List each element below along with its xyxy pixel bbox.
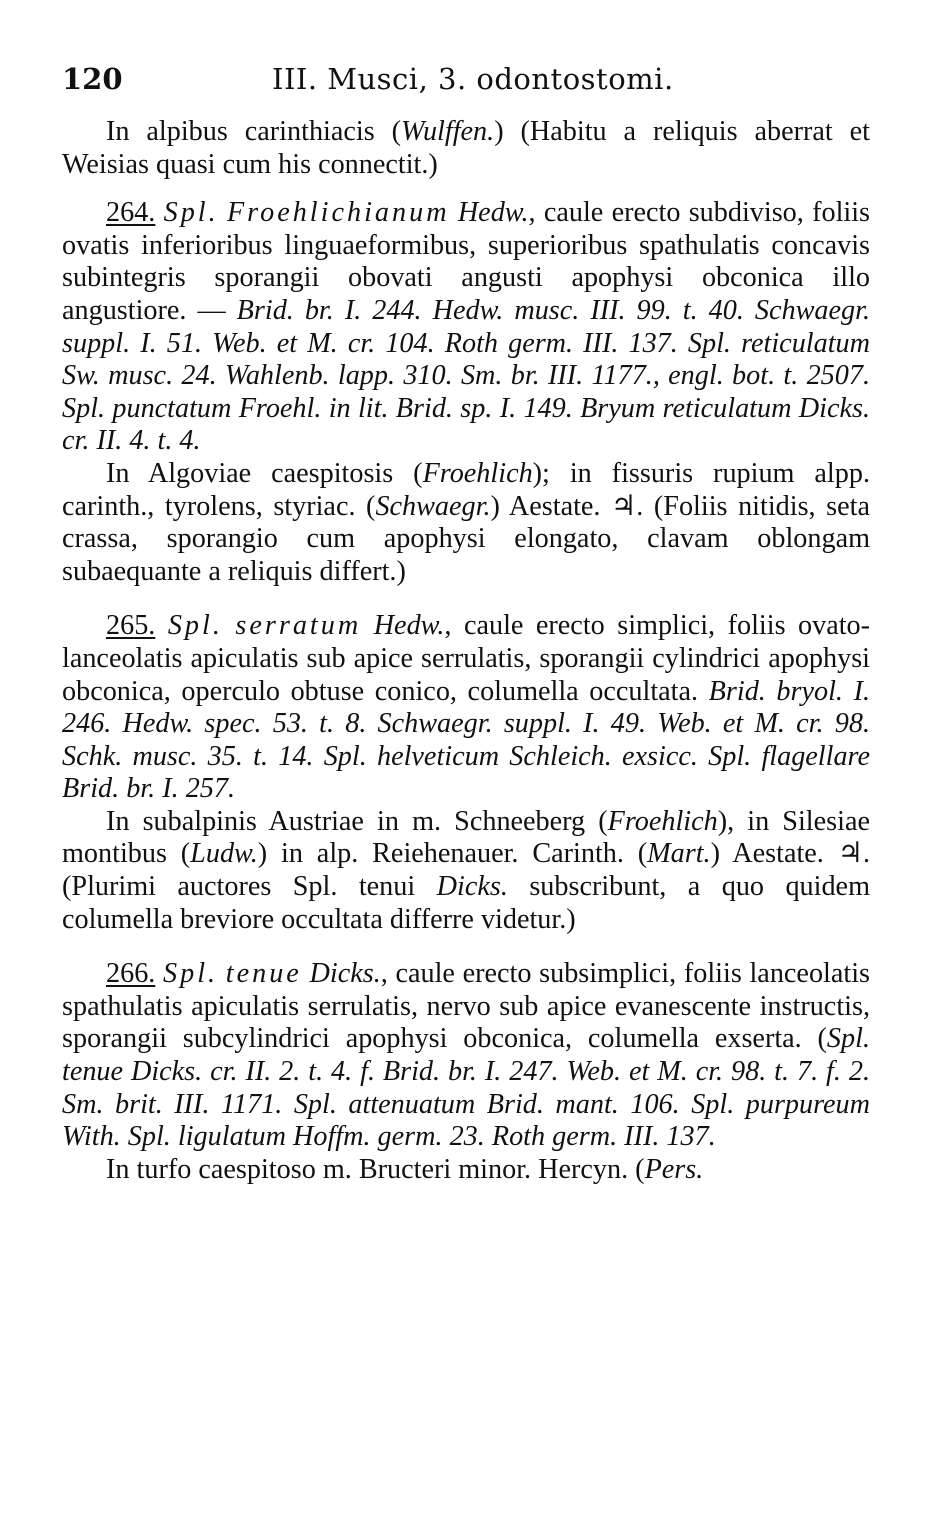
diagnosis: , caule erecto simplici, foliis ovato-lanceolatis apiculatis sub apice serrulatis, sporangii cylindrici apophysi obconica, operculo obtuse conico, columella occultata. — [62, 610, 871, 707]
references: Spl. tenue Dicks. cr. II. 2. t. 4. f. Brid. br. I. 247. Web. et M. cr. 98. t. 7. f. 2. Sm. brit. III. 1171. Spl. attenuatum Brid. mant. 106. Spl. purpureum With. Spl. ligulatum Hoffm. germ. 23. Roth germ. III. 137. — [62, 1023, 870, 1153]
entry-number: 266. — [106, 958, 156, 990]
species-author: Hedw. — [373, 610, 445, 642]
species-name: tenue — [225, 958, 302, 990]
habitat-266: In turfo caespitoso m. Bructeri minor. Hercyn. (Pers. — [106, 1153, 704, 1185]
diagnosis: , caule erecto subsimplici, foliis lanceolatis spathulatis apiculatis serrulatis, nervo sub apice evanescente instructis, sporangii subcylindrici apophysi obconica, columella exserta. ( — [62, 958, 871, 1055]
species-author: Hedw. — [457, 197, 529, 229]
entry-number: 265. — [106, 610, 156, 642]
species-name: Froehlichianum — [226, 197, 450, 229]
habitat-265: In subalpinis Austriae in m. Schneeberg (Froehlich), in Silesiae montibus (Ludw.) in alp. Reiehenauer. Carinth. (Mart.) Aestate. ♃. (Plurimi auctores Spl. tenui Dicks. subscribunt, a quo quidem columella breviore occultata differre videtur.) — [62, 805, 871, 935]
body-text — [62, 116, 870, 1186]
running-head: III. Musci, 3. odontostomi. — [272, 62, 674, 96]
genus-abbrev: Spl. — [163, 958, 219, 990]
entry-number: 264. — [106, 197, 156, 229]
intro-paragraph: In alpibus carinthiacis (Wulffen.) (Habitu a reliquis aberrat et Weisias quasi cum his connectit.) — [62, 116, 870, 180]
diagnosis: , caule erecto subdiviso, foliis ovatis inferioribus linguaeformibus, superioribus spathulatis concavis subintegris sporangii obovati angusti apophysi obconica illo angustiore. — — [62, 197, 871, 326]
species-name: serratum — [235, 610, 362, 642]
genus-abbrev: Spl. — [167, 610, 223, 642]
entry-266 — [62, 958, 870, 1154]
references: Brid. bryol. I. 246. Hedw. spec. 53. t. 8. Schwaegr. suppl. I. 49. Web. et M. cr. 98. Schk. musc. 35. t. 14. Spl. helveticum Schleich. exsicc. Spl. flagellare Brid. br. I. 257. — [62, 675, 871, 805]
entry-264 — [62, 197, 870, 458]
habitat-264: In Algoviae caespitosis (Froehlich); in fissuris rupium alpp. carinth., tyrolens, styriac. (Schwaegr.) Aestate. ♃. (Foliis nitidis, seta crassa, sporangio cum apophysi elongato, clavam oblongam subaequante a reliquis differt.) — [62, 457, 870, 587]
page-header — [62, 62, 870, 106]
species-author: Dicks. — [309, 958, 381, 990]
page — [62, 62, 870, 1186]
references: Brid. br. I. 244. Hedw. musc. III. 99. t. 40. Schwaegr. suppl. I. 51. Web. et M. cr. 104. Roth germ. III. 137. Spl. reticulatum Sw. musc. 24. Wahlenb. lapp. 310. Sm. br. III. 1177., engl. bot. t. 2507. Spl. punctatum Froehl. in lit. Brid. sp. I. 149. Bryum reticulatum Dicks. cr. II. 4. t. 4. — [62, 294, 870, 457]
genus-abbrev: Spl. — [163, 197, 219, 229]
entry-265 — [62, 610, 870, 806]
page-number: 120 — [62, 62, 123, 96]
